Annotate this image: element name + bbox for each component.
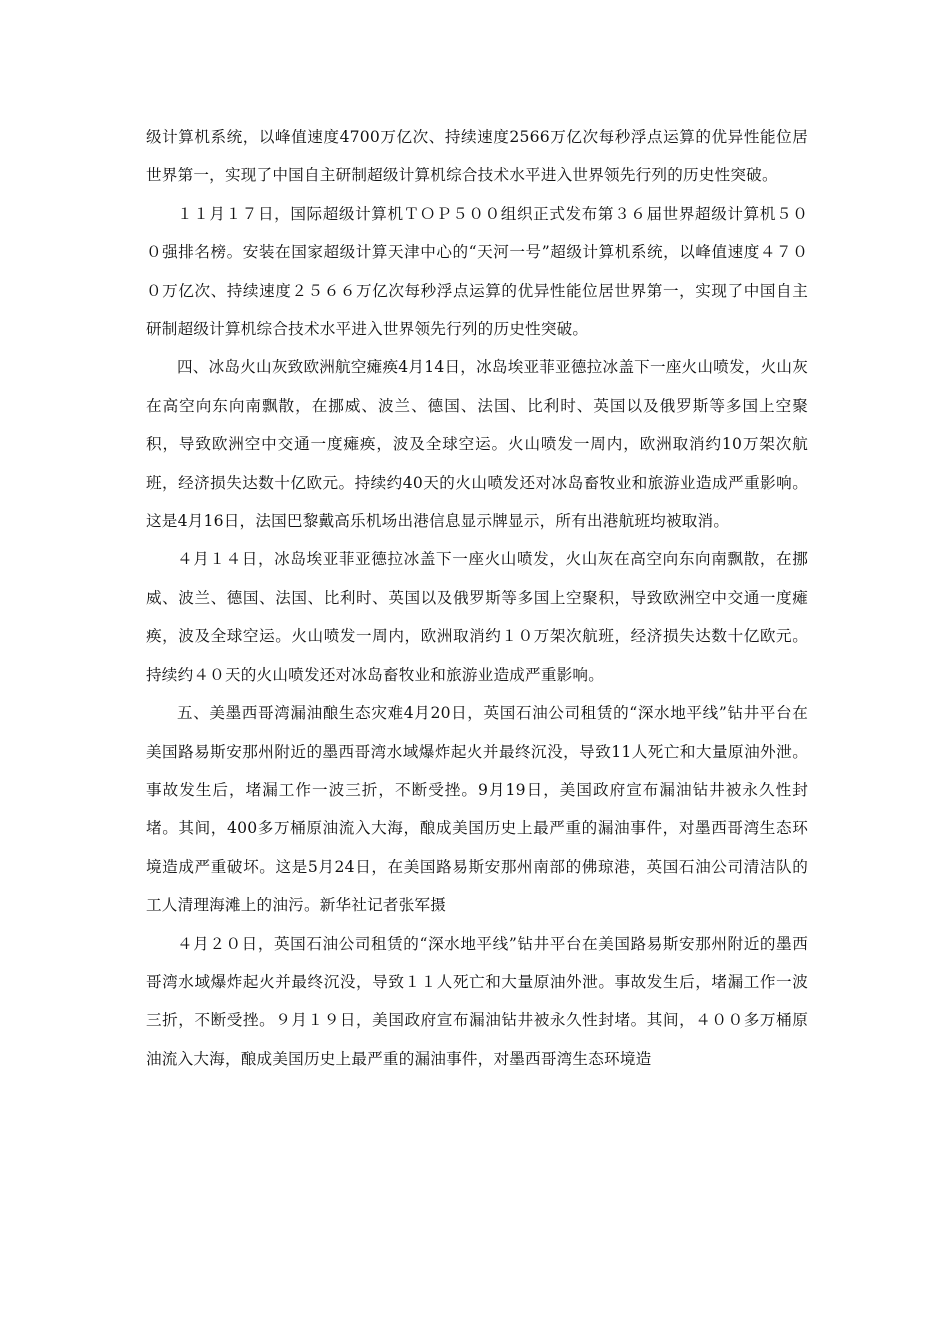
paragraph-supercomputer-continued: 级计算机系统，以峰值速度4700万亿次、持续速度2566万亿次每秒浮点运算的优异性能位居世界第一，实现了中国自主研制超级计算机综合技术水平进入世界领先行列的历史性突破。 bbox=[146, 128, 808, 185]
paragraph-iceland-volcano: 四、冰岛火山灰致欧洲航空瘫痪4月14日，冰岛埃亚菲亚德拉冰盖下一座火山喷发，火山灰在高空向东向南飘散，在挪威、波兰、德国、法国、比利时、英国以及俄罗斯等多国上空聚积，导致欧洲空中交通一度瘫痪，波及全球空运。火山喷发一周内，欧洲取消约10万架次航班，经济损失达数十亿欧元。持续约40天的火山喷发还对冰岛畜牧业和旅游业造成严重影响。这是4月16日，法国巴黎戴高乐机场出港信息显示牌显示，所有出港航班均被取消。 bbox=[146, 358, 808, 531]
paragraph-gulf-oil-spill-repeat: ４月２０日，英国石油公司租赁的“深水地平线”钻井平台在美国路易斯安那州附近的墨西哥湾水域爆炸起火并最终沉没，导致１１人死亡和大量原油外泄。事故发生后，堵漏工作一波三折，不断受挫。９月１９日，美国政府宣布漏油钻井被永久性封堵。其间，４００多万桶原油流入大海，酿成美国历史上最严重的漏油事件，对墨西哥湾生态环境造 bbox=[146, 934, 808, 1068]
paragraph-iceland-volcano-repeat: ４月１４日，冰岛埃亚菲亚德拉冰盖下一座火山喷发，火山灰在高空向东向南飘散，在挪威、波兰、德国、法国、比利时、英国以及俄罗斯等多国上空聚积，导致欧洲空中交通一度瘫痪，波及全球空运。火山喷发一周内，欧洲取消约１０万架次航班，经济损失达数十亿欧元。持续约４０天的火山喷发还对冰岛畜牧业和旅游业造成严重影响。 bbox=[146, 550, 808, 684]
paragraph-gulf-oil-spill: 五、美墨西哥湾漏油酿生态灾难4月20日，英国石油公司租赁的“深水地平线”钻井平台在美国路易斯安那州附近的墨西哥湾水域爆炸起火并最终沉没，导致11人死亡和大量原油外泄。事故发生后，堵漏工作一波三折，不断受挫。9月19日，美国政府宣布漏油钻井被永久性封堵。其间，400多万桶原油流入大海，酿成美国历史上最严重的漏油事件，对墨西哥湾生态环境造成严重破坏。这是5月24日，在美国路易斯安那州南部的佛琼港，英国石油公司清洁队的工人清理海滩上的油污。新华社记者张军摄 bbox=[146, 704, 808, 915]
paragraph-top500-ranking: １１月１７日，国际超级计算机ＴＯＰ５００组织正式发布第３６届世界超级计算机５００强排名榜。安装在国家超级计算天津中心的“天河一号”超级计算机系统，以峰值速度４７００万亿次、持续速度２５６６万亿次每秒浮点运算的优异性能位居世界第一，实现了中国自主研制超级计算机综合技术水平进入世界领先行列的历史性突破。 bbox=[146, 204, 808, 339]
document-body bbox=[146, 118, 808, 1078]
